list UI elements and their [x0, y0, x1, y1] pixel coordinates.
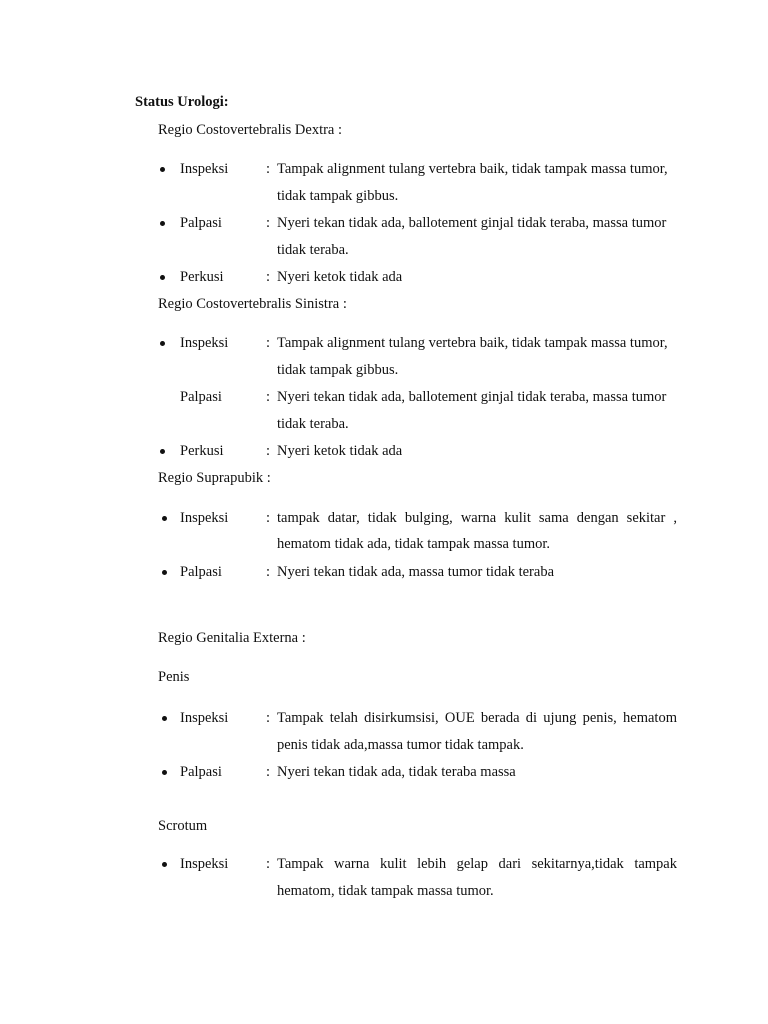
item-text: Nyeri ketok tidak ada [277, 269, 403, 285]
item-label: Inspeksi [180, 510, 229, 526]
bullet-icon [162, 570, 167, 575]
subsection-heading: Scrotum [158, 818, 208, 834]
bullet-icon [160, 167, 165, 172]
item-text: Tampak telah disirkumsisi, OUE berada di ujung penis, hematom [277, 710, 677, 726]
item-label: Inspeksi [180, 710, 229, 726]
colon-separator: : [266, 389, 271, 405]
item-label: Inspeksi [180, 335, 229, 351]
colon-separator: : [266, 764, 271, 780]
item-text: Nyeri tekan tidak ada, ballotement ginjal tidak teraba, massa tumor [277, 215, 667, 231]
item-label: Inspeksi [180, 856, 229, 872]
item-text-cont: tidak teraba. [277, 242, 349, 258]
item-text: Nyeri tekan tidak ada, ballotement ginjal tidak teraba, massa tumor [277, 389, 667, 405]
colon-separator: : [266, 215, 271, 231]
item-text-cont: tidak teraba. [277, 416, 349, 432]
section-heading: Regio Costovertebralis Dextra : [158, 122, 343, 138]
page-title: Status Urologi: [135, 94, 229, 110]
item-label: Palpasi [180, 389, 222, 405]
item-text-cont: hematom, tidak tampak massa tumor. [277, 883, 494, 899]
item-text-cont: hematom tidak ada, tidak tampak massa tumor. [277, 536, 551, 552]
bullet-icon [162, 516, 167, 521]
item-text-cont: tidak tampak gibbus. [277, 362, 399, 378]
colon-separator: : [266, 564, 271, 580]
item-text: tampak datar, tidak bulging, warna kulit sama dengan sekitar , [277, 510, 677, 526]
item-label: Palpasi [180, 215, 222, 231]
item-text: Tampak alignment tulang vertebra baik, tidak tampak massa tumor, [277, 161, 668, 177]
subsection-heading: Penis [158, 669, 190, 685]
bullet-icon [160, 275, 165, 280]
colon-separator: : [266, 161, 271, 177]
bullet-icon [162, 716, 167, 721]
colon-separator: : [266, 510, 271, 526]
item-label: Palpasi [180, 564, 222, 580]
colon-separator: : [266, 710, 271, 726]
item-text: Nyeri tekan tidak ada, tidak teraba massa [277, 764, 516, 780]
item-label: Inspeksi [180, 161, 229, 177]
item-label: Perkusi [180, 443, 224, 459]
bullet-icon [160, 449, 165, 454]
item-text: Tampak warna kulit lebih gelap dari sekitarnya,tidak tampak [277, 856, 677, 872]
bullet-icon [162, 862, 167, 867]
colon-separator: : [266, 335, 271, 351]
item-label: Palpasi [180, 764, 222, 780]
item-text-cont: penis tidak ada,massa tumor tidak tampak. [277, 737, 524, 753]
bullet-icon [160, 341, 165, 346]
bullet-icon [162, 770, 167, 775]
colon-separator: : [266, 443, 271, 459]
item-text-cont: tidak tampak gibbus. [277, 188, 399, 204]
item-text: Nyeri ketok tidak ada [277, 443, 403, 459]
section-heading: Regio Costovertebralis Sinistra : [158, 296, 347, 312]
item-text: Nyeri tekan tidak ada, massa tumor tidak teraba [277, 564, 555, 580]
colon-separator: : [266, 269, 271, 285]
section-heading: Regio Genitalia Externa : [158, 630, 306, 646]
item-text: Tampak alignment tulang vertebra baik, tidak tampak massa tumor, [277, 335, 668, 351]
colon-separator: : [266, 856, 271, 872]
section-heading: Regio Suprapubik : [158, 470, 271, 486]
bullet-icon [160, 221, 165, 226]
item-label: Perkusi [180, 269, 224, 285]
